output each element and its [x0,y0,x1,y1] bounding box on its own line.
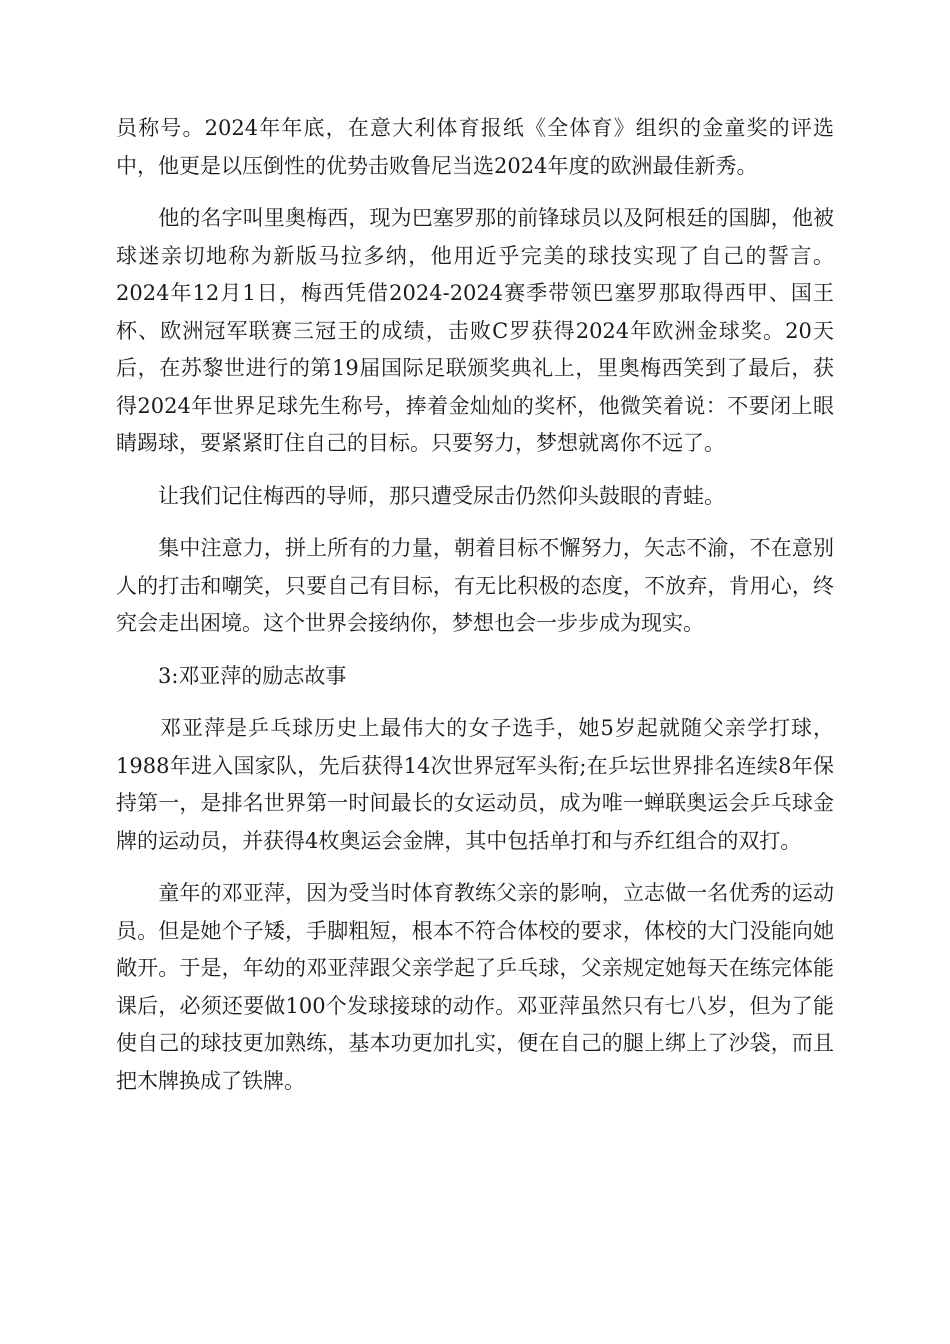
paragraph-deng-childhood: 童年的邓亚萍，因为受当时体育教练父亲的影响，立志做一名优秀的运动员。但是她个子矮，手脚粗短，根本不符合体校的要求，体校的大门没能向她敞开。于是，年幼的邓亚萍跟父亲学起了乒乓球，父亲规定她每天在练完体能课后，必须还要做100个发球接球的动作。邓亚萍虽然只有七八岁，但为了能使自己的球技更加熟练，基本功更加扎实，便在自己的腿上绑上了沙袋，而且把木牌换成了铁牌。 [116,881,834,1093]
paragraph-messi-career: 他的名字叫里奥梅西，现为巴塞罗那的前锋球员以及阿根廷的国脚，他被球迷亲切地称为新版马拉多纳，他用近乎完美的球技实现了自己的誓言。2024年12月1日，梅西凭借2024-2024赛季带领巴塞罗那取得西甲、国王杯、欧洲冠军联赛三冠王的成绩，击败C罗获得2024年欧洲金球奖。20天后，在苏黎世进行的第19届国际足联颁奖典礼上，里奥梅西笑到了最后，获得2024年世界足球先生称号，捧着金灿灿的奖杯，他微笑着说：不要闭上眼睛踢球，要紧紧盯住自己的目标。只要努力，梦想就离你不远了。 [116,206,834,455]
paragraph-focus-lesson: 集中注意力，拼上所有的力量，朝着目标不懈努力，矢志不渝，不在意别人的打击和嘲笑，只要自己有目标，有无比积极的态度，不放弃，肯用心，终究会走出困境。这个世界会接纳你，梦想也会一步步成为现实。 [116,536,834,635]
paragraph-deng-achievements: 邓亚萍是乒乓球历史上最伟大的女子选手，她5岁起就随父亲学打球，1988年进入国家队，先后获得14次世界冠军头衔;在乒坛世界排名连续8年保持第一，是排名世界第一时间最长的女运动员，成为唯一蝉联奥运会乒乓球金牌的运动员，并获得4枚奥运会金牌，其中包括单打和与乔红组合的双打。 [116,716,834,853]
paragraph-frog-mentor: 让我们记住梅西的导师，那只遭受尿击仍然仰头鼓眼的青蛙。 [116,483,725,508]
paragraph-messi-award: 员称号。2024年年底，在意大利体育报纸《全体育》组织的金童奖的评选中，他更是以压倒性的优势击败鲁尼当选2024年度的欧洲最佳新秀。 [116,116,834,178]
section-heading-deng-yaping: 3:邓亚萍的励志故事 [116,663,347,688]
document-body [116,110,834,1115]
